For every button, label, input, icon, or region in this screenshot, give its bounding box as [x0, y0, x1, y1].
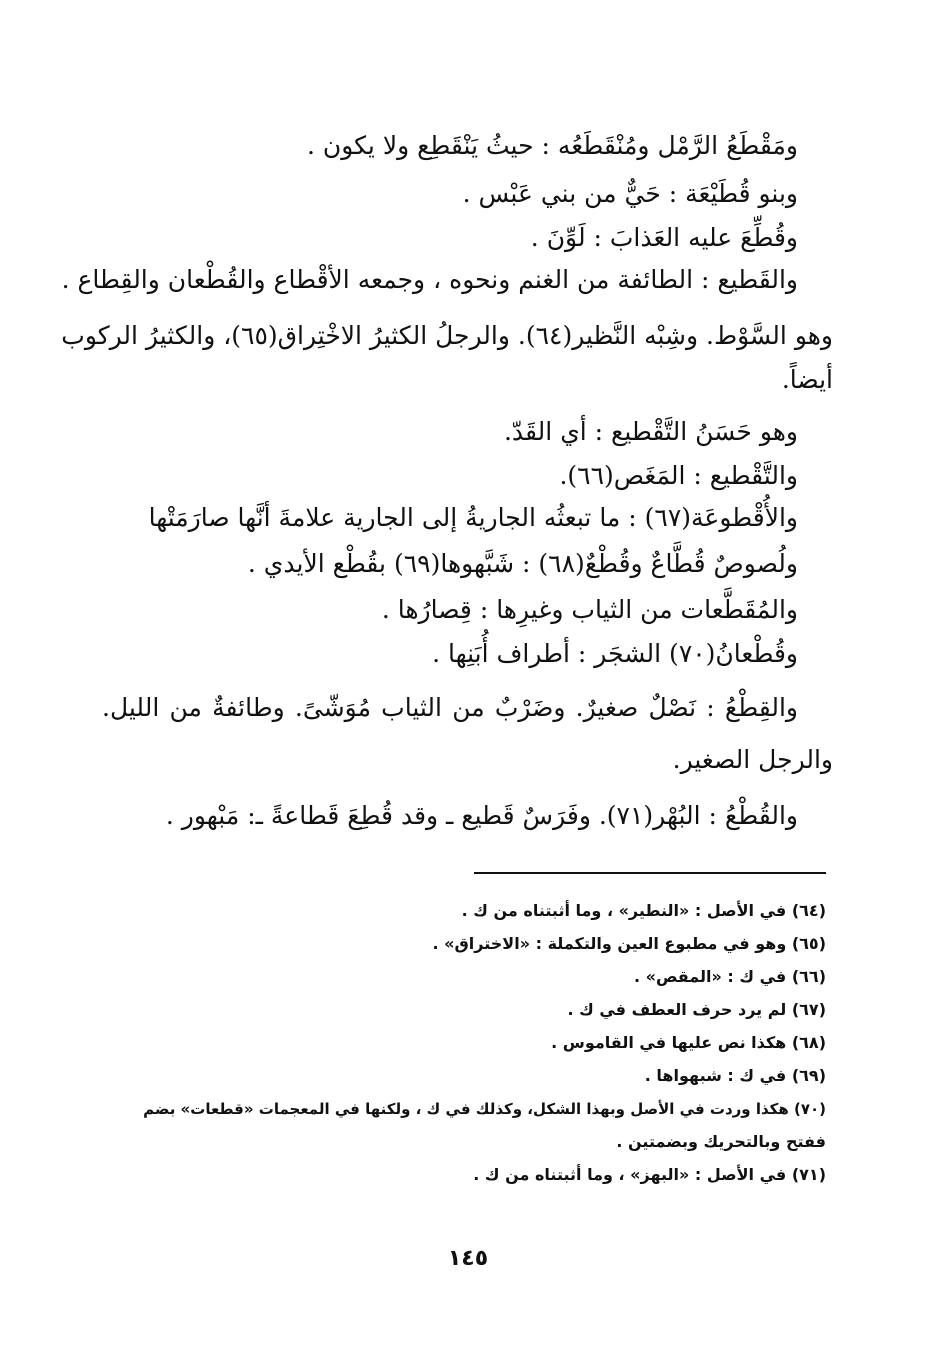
text-line: ومَقْطَعُ الرَّمْل ومُنْقَطَعُه : حيثُ يَنْقَطِع ولا يكون . — [306, 131, 798, 160]
text-line: وقُطْعانُ(٧٠) الشجَر : أطراف أُبَنِها . — [432, 639, 798, 668]
text-line: والرجل الصغير. — [672, 745, 833, 774]
footnote: (٦٦) في ك : «المقص» . — [633, 967, 826, 986]
footnote: (٦٨) هكذا نص عليها في القاموس . — [551, 1033, 826, 1052]
footnote: (٦٧) لم يرد حرف العطف في ك . — [567, 1000, 826, 1019]
text-line: والقَطيع : الطائفة من الغنم ونحوه ، وجمعه الأقْطاع والقُطْعان والقِطاع . — [61, 265, 798, 294]
page-number: ١٤٥ — [447, 1246, 489, 1271]
text-line: وقُطِّعَ عليه العَذابَ : لَوِّنَ . — [530, 223, 798, 252]
footnote-divider — [474, 872, 826, 874]
footnote: (٦٩) في ك : شبهواها . — [644, 1066, 826, 1085]
footnote: (٦٥) وهو في مطبوع العين والتكملة : «الاختراق» . — [432, 934, 826, 953]
text-line: والقُطْعُ : البُهْر(٧١). وفَرَسٌ قَطيع ـ وقد قُطِعَ قَطاعةً ـ: مَبْهور . — [165, 801, 798, 830]
text-line: والتَّقْطيع : المَغَص(٦٦). — [559, 461, 798, 490]
text-line: والقِطْعُ : نَصْلٌ صغيرٌ. وضَرْبٌ من الثياب مُوَشّىً. وطائفةٌ من الليل. — [102, 693, 798, 722]
text-line: وهو السَّوْط. وشِبْه النَّظير(٦٤). والرجلُ الكثيرُ الاخْتِراق(٦٥)، والكثيرُ الركوب — [61, 321, 833, 350]
footnote: (٦٤) في الأصل : «النطير» ، وما أثبتناه من ك . — [461, 901, 826, 920]
text-line: والمُقَطَّعات من الثياب وغيرِها : قِصارُها . — [381, 595, 798, 624]
text-line: وهو حَسَنُ التَّقْطيع : أي القَدّ. — [503, 417, 798, 446]
footnote: (٧١) في الأصل : «البهز» ، وما أثبتناه من ك . — [473, 1165, 826, 1184]
footnote: ففتح وبالتحريك وبضمتين . — [616, 1132, 826, 1151]
footnote: (٧٠) هكذا وردت في الأصل وبهذا الشكل، وكذلك في ك ، ولكنها في المعجمات «قطعات» بضم — [143, 1100, 826, 1118]
text-line: والأُقْطوعَة(٦٧) : ما تبعثُه الجاريةُ إلى الجارية علامةَ أنَّها صارَمَتْها — [148, 503, 798, 532]
text-line: ولُصوصٌ قُطَّاعٌ وقُطْعٌ(٦٨) : شَبَّهوها(٦٩) بقُطْع الأيدي . — [247, 549, 798, 578]
text-line: أيضاً. — [781, 365, 833, 394]
text-line: وبنو قُطَيْعَة : حَيٌّ من بني عَبْس . — [462, 179, 798, 208]
